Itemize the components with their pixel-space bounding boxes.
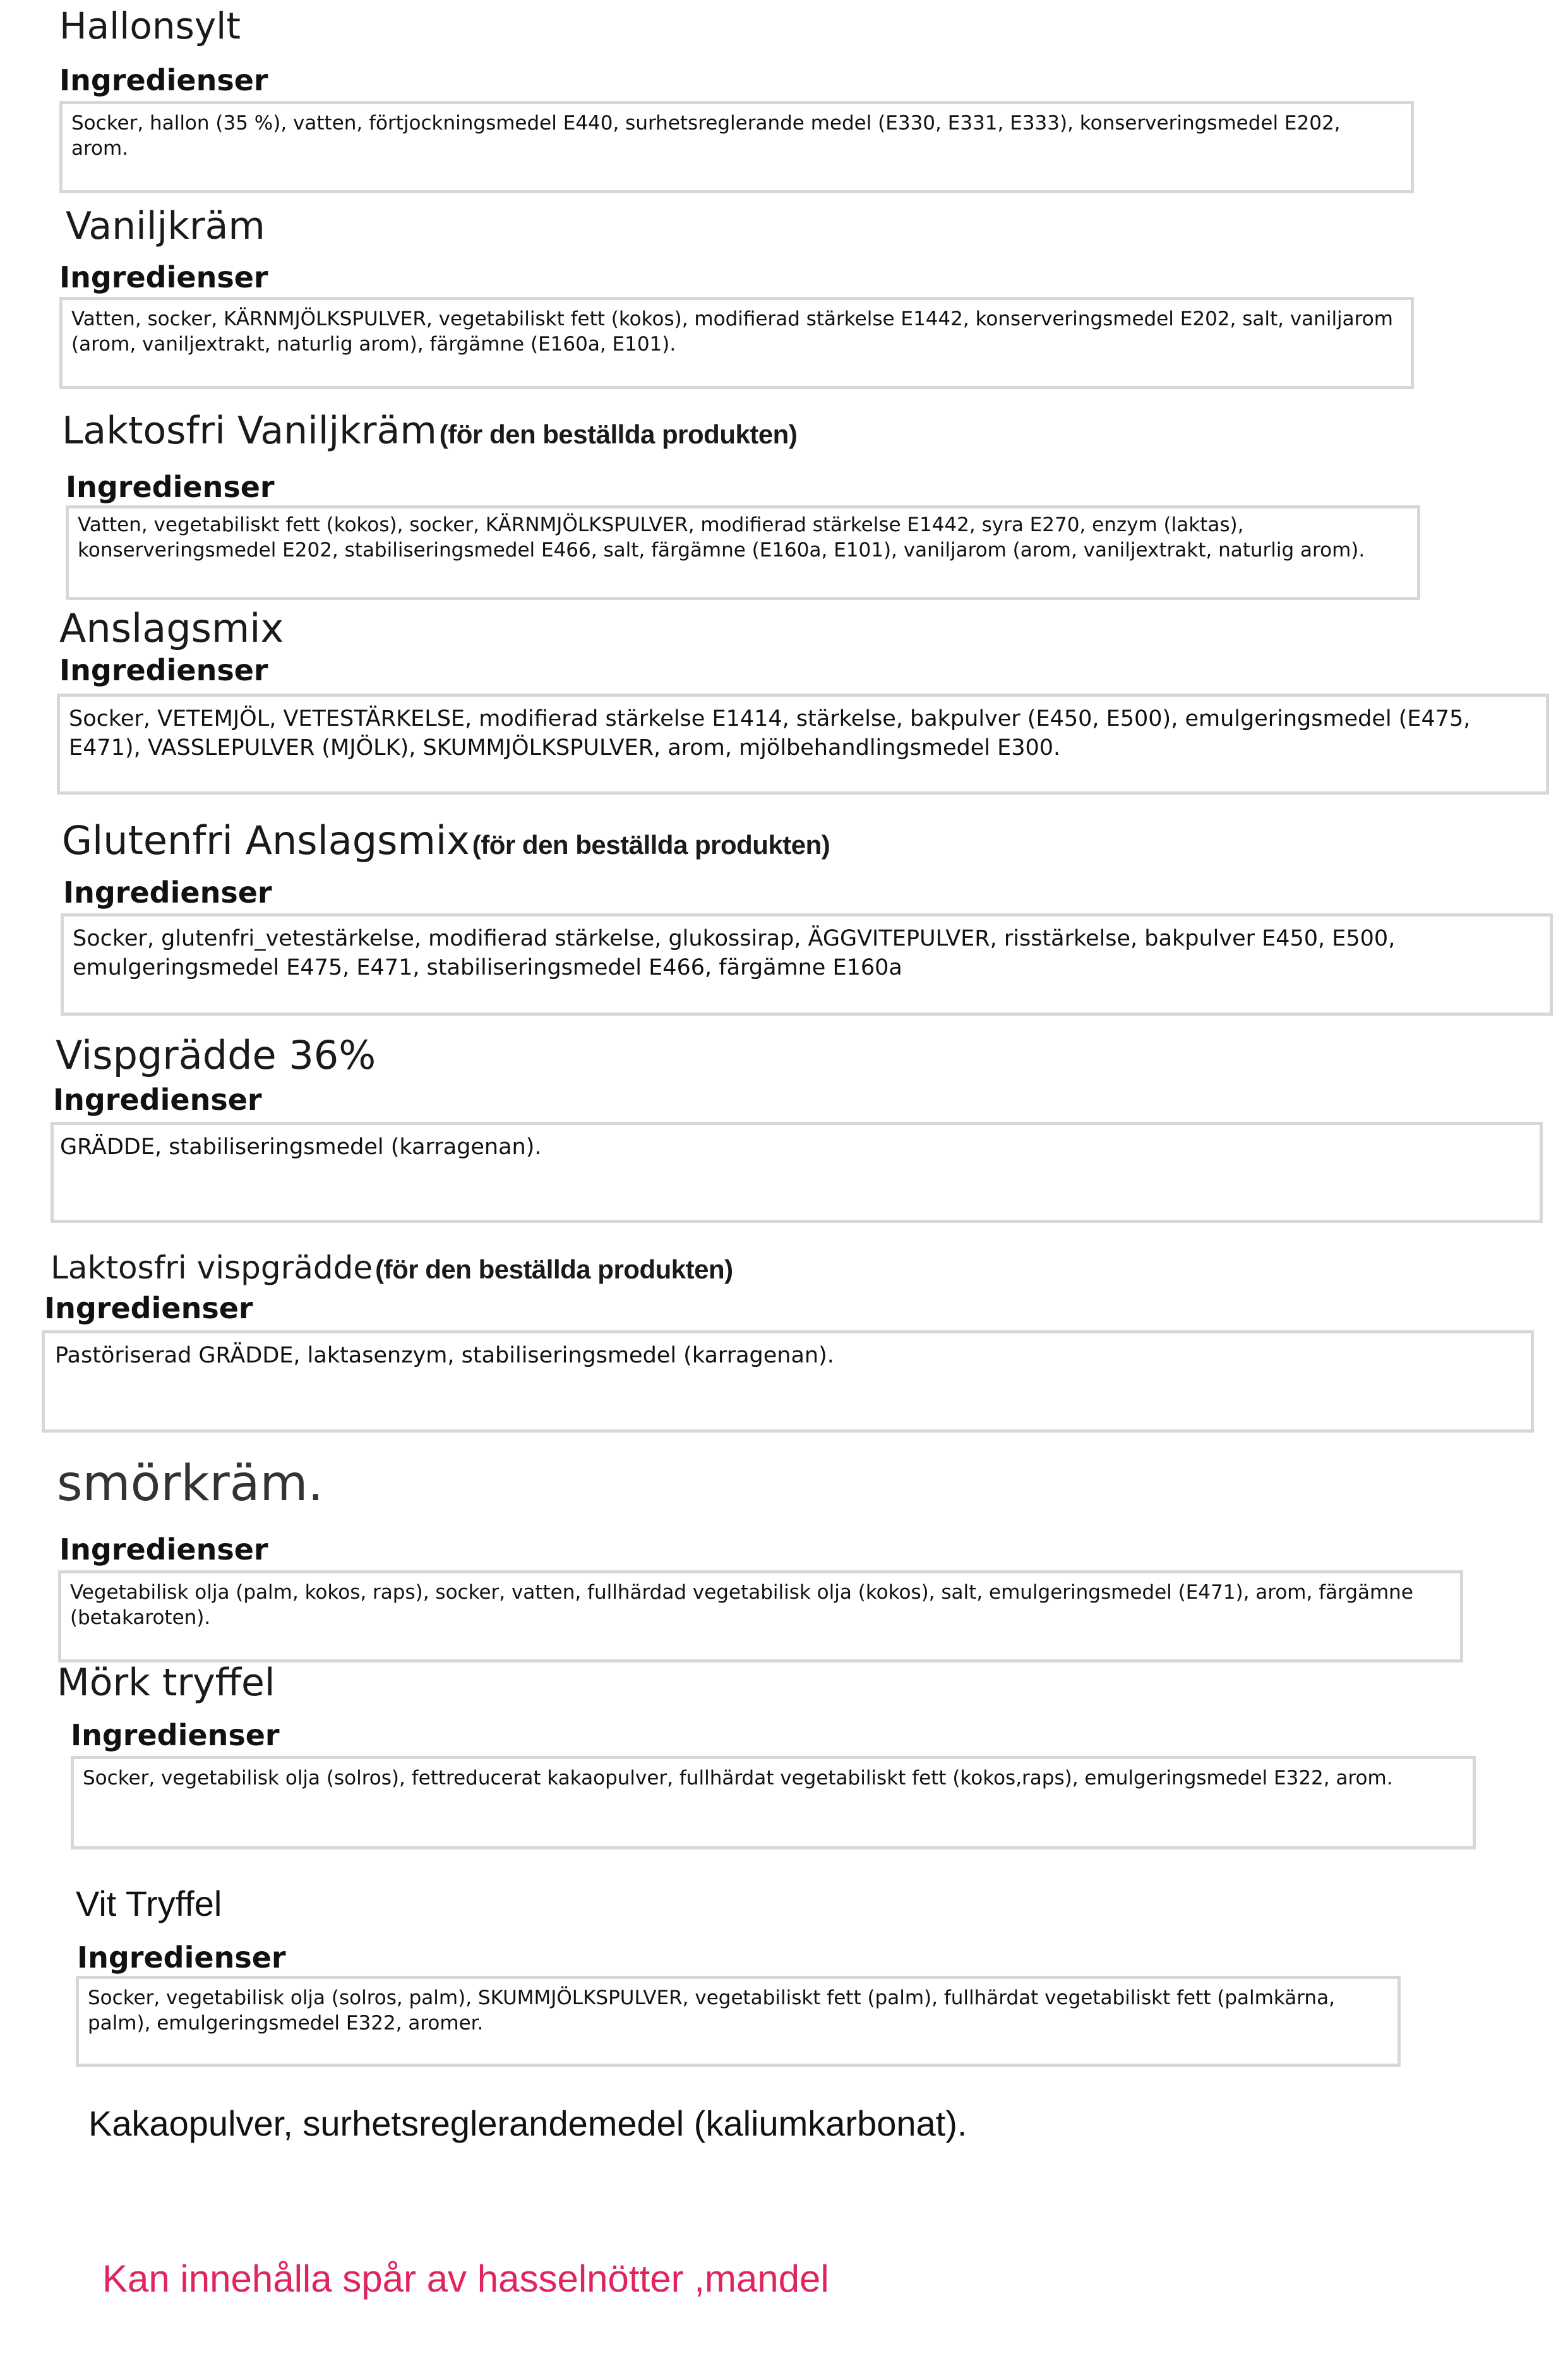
ingredients-heading: Ingredienser xyxy=(59,63,268,97)
ingredients-heading: Ingredienser xyxy=(71,1718,280,1752)
product-title-anslagsmix: Anslagsmix xyxy=(59,605,284,651)
product-title-laktosfri-vaniljkram: Laktosfri Vaniljkräm(för den beställda produkten) xyxy=(62,409,798,453)
product-title-vispgradde: Vispgrädde 36% xyxy=(56,1032,376,1078)
product-title-hallonsylt: Hallonsylt xyxy=(59,4,241,47)
ingredients-text: Pastöriserad GRÄDDE, laktasenzym, stabiliseringsmedel (karragenan). xyxy=(55,1343,834,1368)
ingredients-heading: Ingredienser xyxy=(63,875,272,910)
ingredients-box-laktosfri-vispgradde xyxy=(42,1330,1534,1433)
ingredients-text: Socker, vegetabilisk olja (solros, palm), SKUMMJÖLKSPULVER, vegetabiliskt fett (palm), fullhärdat vegetabiliskt fett (palmkärna, palm), emulgeringsmedel E322, aromer. xyxy=(88,1987,1335,2035)
ingredients-heading: Ingredienser xyxy=(66,470,275,504)
ingredients-heading: Ingredienser xyxy=(44,1291,253,1325)
product-title-laktosfri-vispgradde: Laktosfri vispgrädde(för den beställda produkten) xyxy=(51,1249,733,1286)
product-note: (för den beställda produkten) xyxy=(472,830,830,860)
ingredients-box-laktosfri-vaniljkram xyxy=(66,505,1420,600)
ingredients-text: GRÄDDE, stabiliseringsmedel (karragenan). xyxy=(60,1134,542,1160)
ingredients-box-glutenfri-anslagsmix xyxy=(61,913,1553,1016)
ingredients-text: Vatten, socker, KÄRNMJÖLKSPULVER, vegetabiliskt fett (kokos), modifierad stärkelse E1442, konserveringsmedel E202, salt, vaniljarom (arom, vaniljextrakt, naturlig arom), färgämne (E160a, E101). xyxy=(71,308,1393,356)
product-title-glutenfri-anslagsmix: Glutenfri Anslagsmix(för den beställda produkten) xyxy=(62,817,830,863)
ingredients-heading: Ingredienser xyxy=(53,1083,262,1117)
ingredients-text: Vegetabilisk olja (palm, kokos, raps), socker, vatten, fullhärdad vegetabilisk olja (kokos), salt, emulgeringsmedel (E471), arom, färgämne (betakaroten). xyxy=(70,1581,1413,1629)
product-note: (för den beställda produkten) xyxy=(439,419,798,449)
ingredients-heading: Ingredienser xyxy=(59,1532,268,1566)
ingredients-heading: Ingredienser xyxy=(77,1940,286,1975)
ingredients-text: Socker, vegetabilisk olja (solros), fettreducerat kakaopulver, fullhärdat vegetabiliskt fett (kokos,raps), emulgeringsmedel E322, arom. xyxy=(83,1767,1393,1789)
product-title-vit-tryffel: Vit Tryffel xyxy=(76,1884,222,1923)
product-title-mork-tryffel: Mörk tryffel xyxy=(57,1661,275,1705)
ingredients-box-smorkram xyxy=(58,1570,1463,1662)
ingredients-box-anslagsmix xyxy=(57,694,1549,795)
allergen-warning: Kan innehålla spår av hasselnötter ,mandel xyxy=(102,2258,829,2300)
ingredients-box-vit-tryffel xyxy=(76,1976,1401,2067)
ingredients-text: Socker, VETEMJÖL, VETESTÄRKELSE, modifierad stärkelse E1414, stärkelse, bakpulver (E450, E500), emulgeringsmedel (E475, E471), VASSLEPULVER (MJÖLK), SKUMMJÖLKSPULVER, arom, mjölbehandlingsmedel E300. xyxy=(69,706,1471,761)
ingredients-box-mork-tryffel xyxy=(71,1756,1476,1849)
ingredients-heading: Ingredienser xyxy=(59,653,268,687)
ingredients-text: Vatten, vegetabiliskt fett (kokos), socker, KÄRNMJÖLKSPULVER, modifierad stärkelse E1442, syra E270, enzym (laktas), konserveringsmedel E202, stabiliseringsmedel E466, salt, färgämne (E160a, E101), vaniljarom (arom, vaniljextrakt, naturlig arom). xyxy=(78,514,1365,562)
product-title-smorkram: smörkräm. xyxy=(57,1455,324,1512)
ingredients-box-vispgradde xyxy=(51,1122,1543,1223)
ingredients-box-vaniljkram xyxy=(59,297,1414,389)
cocoa-ingredients-text: Kakaopulver, surhetsreglerandemedel (kaliumkarbonat). xyxy=(88,2103,967,2143)
product-title-vaniljkram: Vaniljkräm xyxy=(66,204,265,248)
product-note: (för den beställda produkten) xyxy=(375,1254,733,1284)
ingredients-text: Socker, hallon (35 %), vatten, förtjockningsmedel E440, surhetsreglerande medel (E330, E331, E333), konserveringsmedel E202, arom. xyxy=(71,112,1341,160)
ingredients-heading: Ingredienser xyxy=(59,260,268,294)
ingredients-text: Socker, glutenfri_vetestärkelse, modifierad stärkelse, glukossirap, ÄGGVITEPULVER, risstärkelse, bakpulver E450, E500, emulgeringsmedel E475, E471, stabiliseringsmedel E466, färgämne E160a xyxy=(73,926,1396,980)
ingredients-box-hallonsylt xyxy=(59,101,1414,193)
